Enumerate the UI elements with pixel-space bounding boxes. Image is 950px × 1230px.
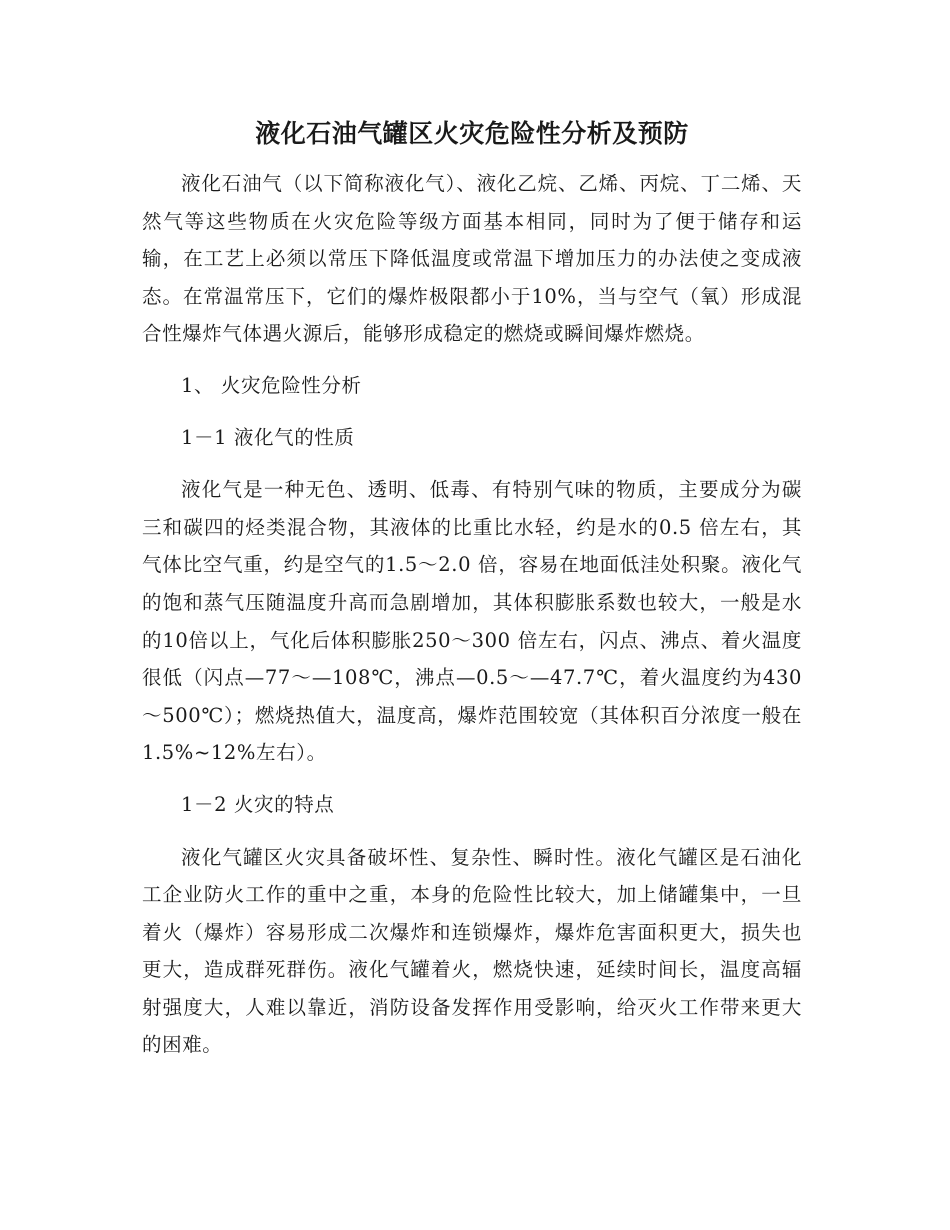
section-1-1-heading: 1－1 液化气的性质 [181,425,355,449]
intro-paragraph: 液化石油气（以下简称液化气）、液化乙烷、乙烯、丙烷、丁二烯、天然气等这些物质在火灾危险等级方面基本相同，同时为了便于储存和运输，在工艺上必须以常压下降低温度或常温下增加压力的办法使之变成液态。在常温常压下，它们的爆炸极限都小于10%，当与空气（氧）形成混合性爆炸气体遇火源后，能够形成稳定的燃烧或瞬间爆炸燃烧。 [142,172,802,346]
section-1-1-paragraph: 液化气是一种无色、透明、低毒、有特别气味的物质，主要成分为碳三和碳四的烃类混合物，其液体的比重比水轻，约是水的0.5 倍左右，其气体比空气重，约是空气的1.5～2.0 倍，容易在地面低洼处积聚。液化气的饱和蒸气压随温度升高而急剧增加，其体积膨胀系数也较大，一般是水的10倍以上，气化后体积膨胀250～300 倍左右，闪点、沸点、着火温度很低（闪点—77～—108℃，沸点—0.5～—47.7℃，着火温度约为430～500℃）；燃烧热值大，温度高，爆炸范围较宽（其体积百分浓度一般在1.5%~12%左右）。 [142,478,802,765]
document-title: 液化石油气罐区火灾危险性分析及预防 [255,119,689,148]
section-1-2-heading: 1－2 火灾的特点 [181,792,335,816]
document-page [142,112,802,1064]
section-1-2-paragraph: 液化气罐区火灾具备破坏性、复杂性、瞬时性。液化气罐区是石油化工企业防火工作的重中之重，本身的危险性比较大，加上储罐集中，一旦着火（爆炸）容易形成二次爆炸和连锁爆炸，爆炸危害面积更大，损失也更大，造成群死群伤。液化气罐着火，燃烧快速，延续时间长，温度高辐射强度大，人难以靠近，消防设备发挥作用受影响，给灭火工作带来更大的困难。 [142,845,802,1057]
section-1-heading: 1、 火灾危险性分析 [181,373,362,397]
